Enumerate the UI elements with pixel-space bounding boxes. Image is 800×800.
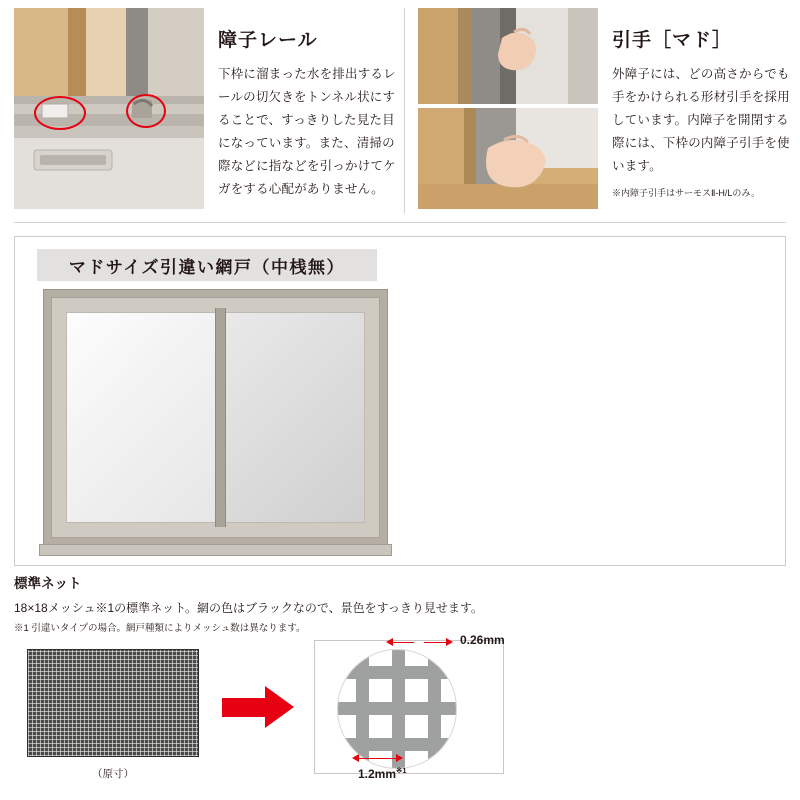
handle-photo <box>418 8 598 209</box>
window-mullion <box>215 308 226 527</box>
handle-block <box>404 0 800 218</box>
shoji-rail-block <box>0 0 404 218</box>
mesh-actual-size-photo <box>20 642 206 764</box>
dimension-top-group <box>384 632 584 658</box>
shoji-rail-photo <box>14 8 204 209</box>
screen-door-panel <box>14 236 786 566</box>
sliding-screen-window-illustration <box>43 289 388 546</box>
mesh-texture <box>27 649 199 757</box>
dimension-bottom-value: 1.2mm <box>358 767 397 781</box>
window-pane-right <box>224 312 365 523</box>
handle-body: 外障子には、どの高さからでも手をかけられる形材引手を採用しています。内障子を開閉する際には、下枠の内障子引手を使います。 <box>612 66 790 174</box>
mesh-caption: （原寸） <box>92 768 134 780</box>
standard-net-note: ※1 引違いタイプの場合。網戸種類によりメッシュ数は異なります。 <box>14 623 306 634</box>
handle-illustration <box>418 8 598 209</box>
standard-net-title: 標準ネット <box>14 576 82 591</box>
vertical-divider <box>404 8 405 214</box>
dimension-top-tick-right <box>446 638 453 646</box>
handle-text <box>598 8 794 218</box>
standard-net-description: 18×18メッシュ※1の標準ネット。網の色はブラックなので、景色をすっきり見せます。 <box>14 601 483 615</box>
dimension-top-line-2 <box>424 642 446 643</box>
dimension-bottom-label <box>358 766 407 781</box>
window-sill <box>39 544 392 556</box>
dimension-bottom-tick-right <box>396 754 403 762</box>
panel-header-label: マドサイズ引違い網戸（中桟無） <box>68 257 346 277</box>
standard-net-section <box>14 572 786 636</box>
shoji-rail-body: 下枠に溜まった水を排出するレールの切欠きをトンネル状にすることで、すっきりした見た目になっています。また、清掃の際などに指などを引っかけてケガをする心配がありません。 <box>218 66 396 197</box>
dimension-bottom-group <box>352 750 552 790</box>
top-section <box>0 0 800 218</box>
handle-photo-wrap <box>404 8 598 218</box>
shoji-rail-text <box>204 8 400 218</box>
handle-note: ※内障子引手はサーモスⅡ-H/Lのみ。 <box>612 188 760 199</box>
dimension-bottom-line <box>358 758 398 759</box>
dimension-top-tick-left <box>386 638 393 646</box>
net-figure-row <box>14 633 786 798</box>
shoji-rail-photo-wrap <box>0 8 204 218</box>
window-inner-frame <box>51 297 380 538</box>
shoji-rail-title: 障子レール <box>218 30 318 51</box>
dimension-top-label: 0.26mm <box>460 633 505 647</box>
window-pane-left <box>66 312 217 523</box>
handle-title: 引手［マド］ <box>612 30 733 51</box>
dimension-bottom-sup: ※1 <box>396 766 407 775</box>
red-arrow-icon <box>222 686 294 728</box>
dimension-top-line <box>392 642 414 643</box>
horizontal-divider <box>14 222 786 223</box>
highlight-ring-right <box>126 94 166 128</box>
panel-header <box>37 249 377 281</box>
highlight-ring-left <box>34 96 86 130</box>
